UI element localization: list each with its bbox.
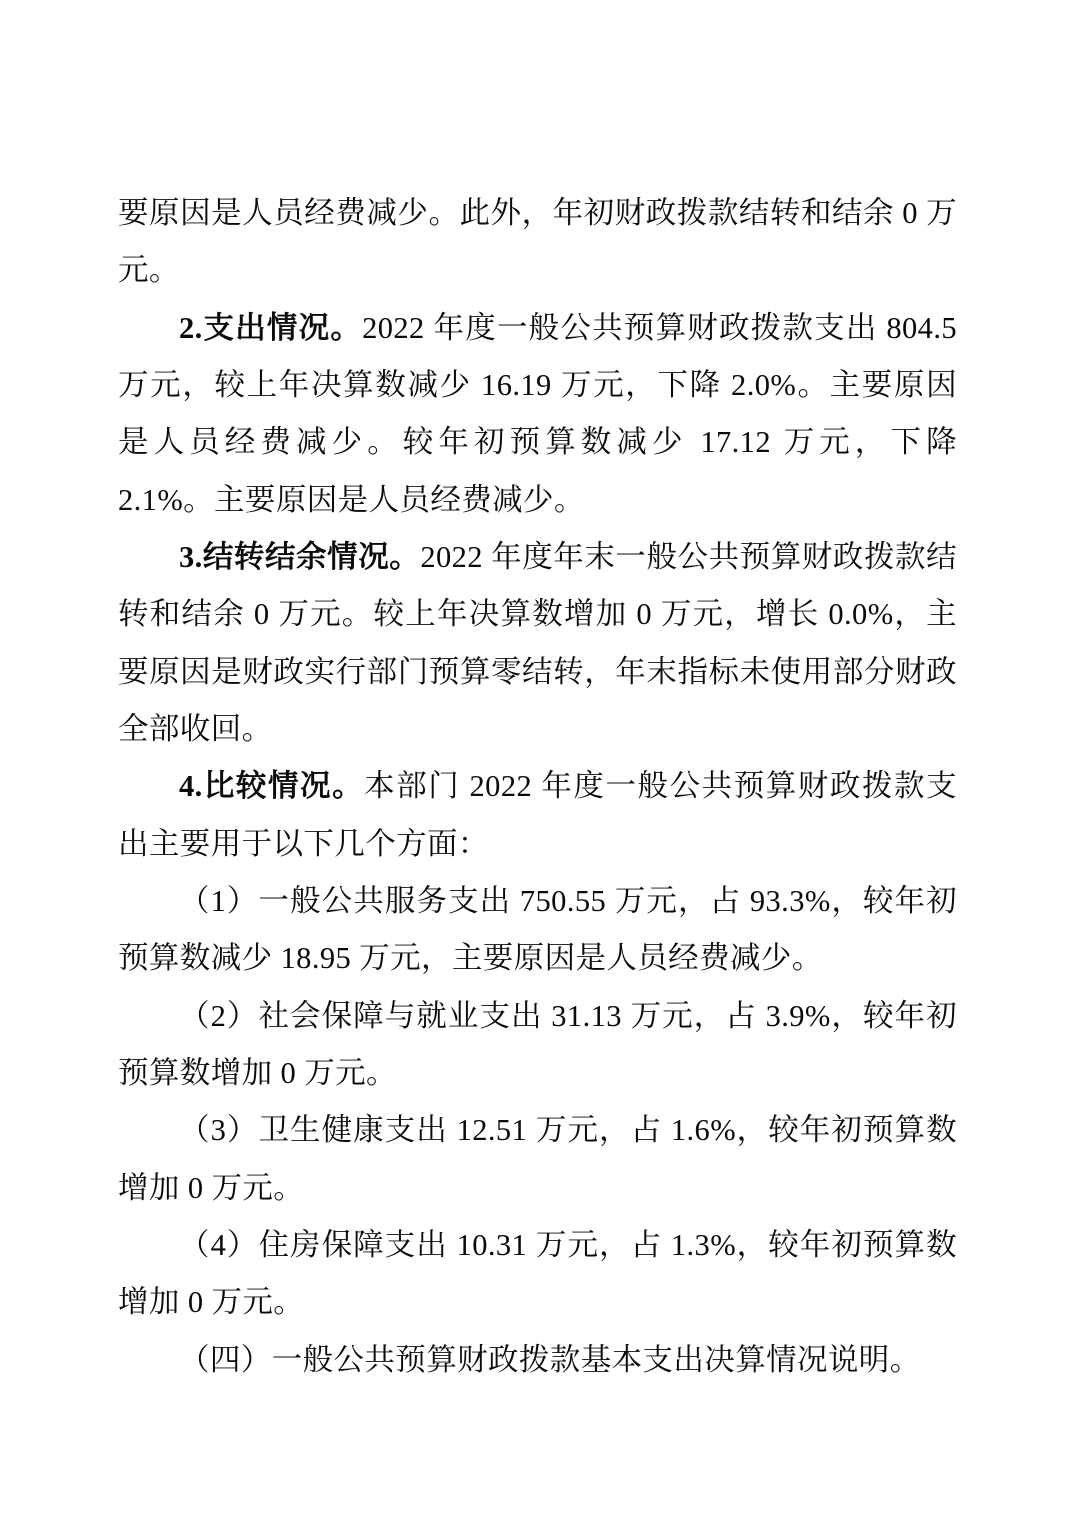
paragraph-text: 要原因是人员经费减少。此外，年初财政拨款结转和结余 0 万元。 bbox=[118, 196, 957, 288]
paragraph-text: （四）一般公共预算财政拨款基本支出决算情况说明。 bbox=[179, 1342, 921, 1377]
paragraph-item-1 bbox=[118, 873, 957, 988]
paragraph-carryover bbox=[118, 529, 957, 758]
paragraph-expenditure bbox=[118, 300, 957, 529]
paragraph-carryover-intro bbox=[118, 185, 957, 300]
paragraph-text: （3）卫生健康支出 12.51 万元，占 1.6%，较年初预算数增加 0 万元。 bbox=[118, 1113, 957, 1205]
paragraph-text: 2022 年度一般公共预算财政拨款支出 804.5 万元，较上年决算数减少 16.19 万元，下降 2.0%。主要原因是人员经费减少。较年初预算数减少 17.12 万元，下降 2.1%。主要原因是人员经费减少。 bbox=[118, 310, 957, 517]
paragraph-lead: 3.结转结余情况。 bbox=[179, 539, 421, 574]
paragraph-text: 2022 年度年末一般公共预算财政拨款结转和结余 0 万元。较上年决算数增加 0 万元，增长 0.0%，主要原因是财政实行部门预算零结转，年末指标未使用部分财政全部收回。 bbox=[118, 539, 957, 746]
paragraph-lead: 4.比较情况。 bbox=[179, 769, 365, 804]
paragraph-comparison bbox=[118, 758, 957, 873]
paragraph-item-3 bbox=[118, 1102, 957, 1217]
document-body bbox=[118, 185, 957, 1389]
paragraph-text: （2）社会保障与就业支出 31.13 万元，占 3.9%，较年初预算数增加 0 万元。 bbox=[118, 998, 957, 1090]
paragraph-item-2 bbox=[118, 988, 957, 1103]
paragraph-text: （1）一般公共服务支出 750.55 万元，占 93.3%，较年初预算数减少 18.95 万元，主要原因是人员经费减少。 bbox=[118, 883, 957, 976]
paragraph-item-4 bbox=[118, 1217, 957, 1332]
paragraph-lead: 2.支出情况。 bbox=[179, 310, 363, 345]
paragraph-text: 本部门 2022 年度一般公共预算财政拨款支出主要用于以下几个方面： bbox=[118, 769, 957, 861]
paragraph-text: （4）住房保障支出 10.31 万元，占 1.3%，较年初预算数增加 0 万元。 bbox=[118, 1227, 957, 1320]
paragraph-section-four bbox=[118, 1332, 957, 1389]
